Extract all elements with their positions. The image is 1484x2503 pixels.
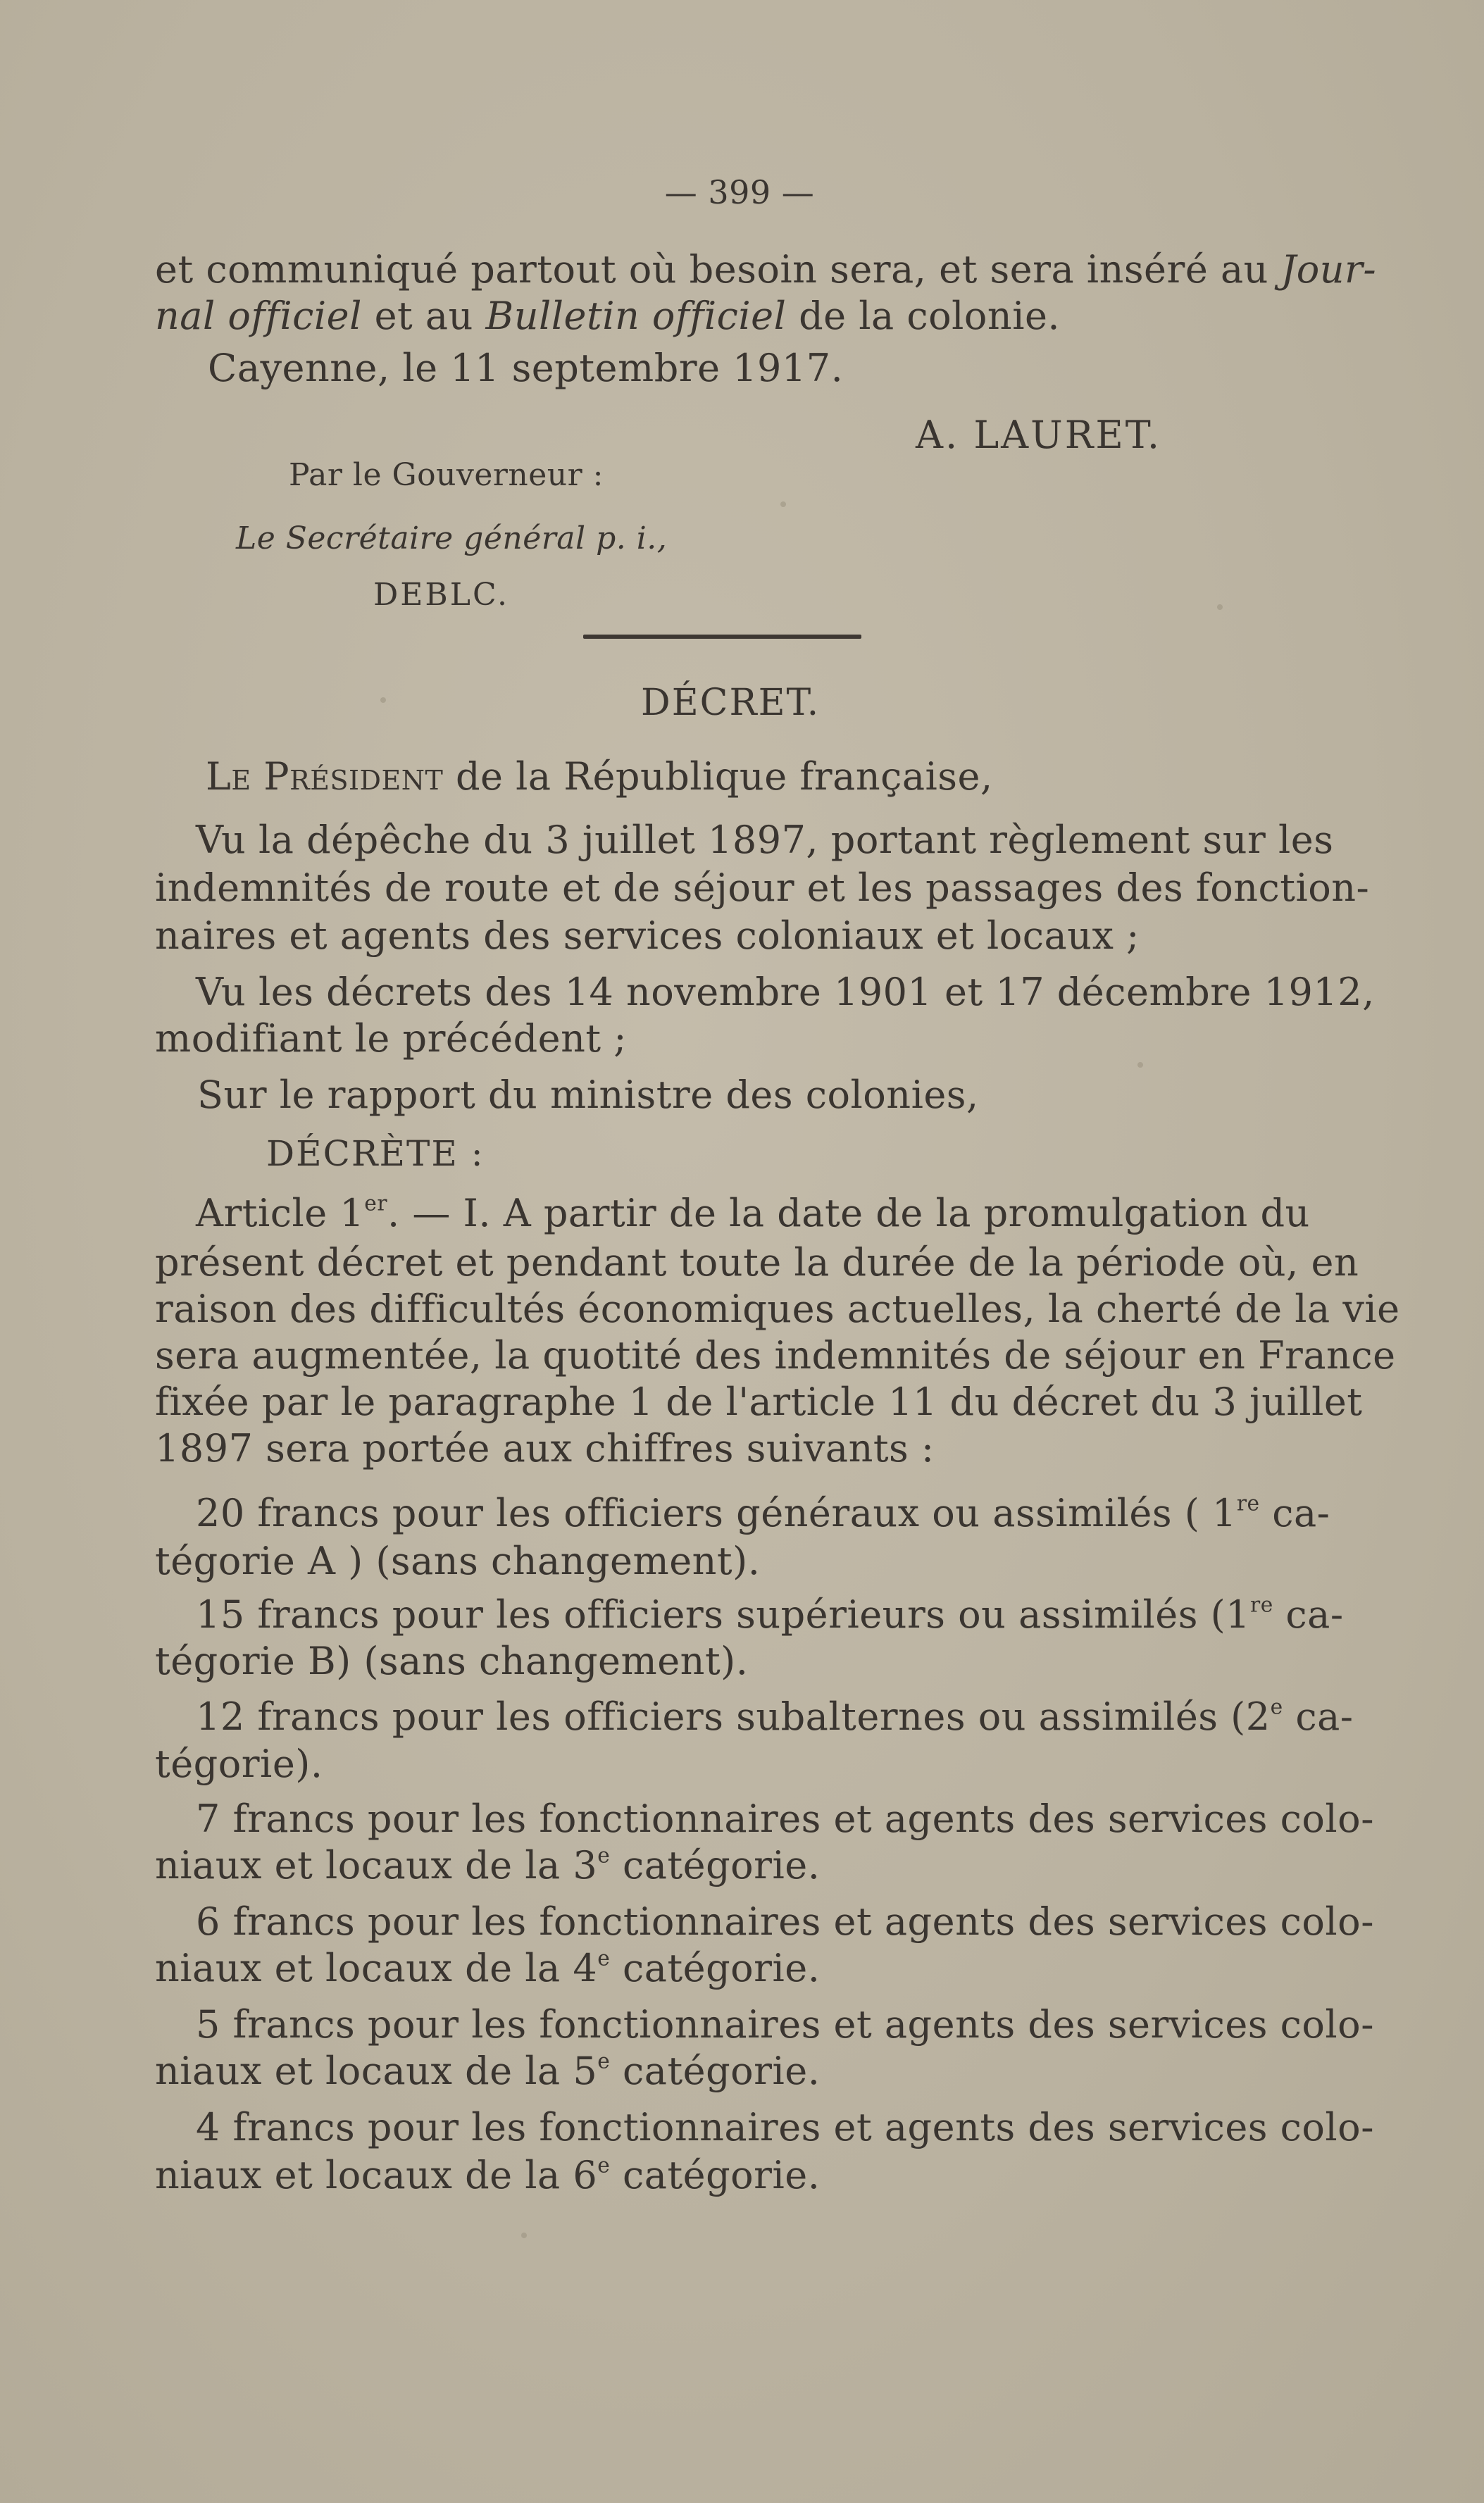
text-segment: niaux et locaux de la 3 (155, 1843, 598, 1887)
text-line (155, 1842, 820, 1889)
text-segment: de la République française, (443, 754, 993, 799)
text-line (196, 1190, 1310, 1237)
text-line (196, 1490, 1330, 1537)
text-line: 7 francs pour les fonctionnaires et agents des services colo- (196, 1797, 1374, 1841)
paper-speck (380, 697, 386, 703)
text-line: naires et agents des services coloniaux et locaux ; (155, 913, 1140, 958)
separator-rule (583, 635, 861, 639)
text-line: modifiant le précédent ; (155, 1016, 627, 1061)
decrete-heading: DÉCRÈTE : (266, 1133, 485, 1174)
text-segment: niaux et locaux de la 5 (155, 2049, 598, 2093)
superscript: e (597, 1946, 611, 1971)
text-line (155, 293, 1060, 339)
text-line: présent décret et pendant toute la durée de la période où, en (155, 1240, 1359, 1285)
text-line (196, 1592, 1344, 1638)
text-line (155, 2152, 820, 2199)
italic-segment: Bulletin officiel (485, 294, 787, 338)
text-segment: catégorie. (610, 2049, 821, 2093)
text-line (196, 1694, 1354, 1740)
paper-speck (1137, 1062, 1143, 1068)
text-segment: catégorie. (610, 1843, 821, 1887)
italic-segment: Jour- (1280, 247, 1377, 292)
text-line: Sur le rapport du ministre des colonies, (197, 1073, 979, 1117)
text-line: tégorie A ) (sans changement). (155, 1539, 761, 1583)
text-line (155, 1945, 820, 1992)
text-segment: et au (361, 294, 486, 338)
paper-speck (780, 501, 786, 507)
decree-title: DÉCRET. (641, 682, 821, 724)
par-le-gouverneur: Par le Gouverneur : (289, 457, 604, 493)
superscript: e (597, 2153, 611, 2178)
text-line: Vu les décrets des 14 novembre 1901 et 17 décembre 1912, (196, 970, 1375, 1014)
secretary-signature: DEBLC. (373, 577, 510, 613)
text-line: sera augmentée, la quotité des indemnités de séjour en France (155, 1333, 1396, 1378)
text-line: tégorie B) (sans changement). (155, 1639, 749, 1683)
italic-segment: nal officiel (155, 294, 362, 338)
text-line: 6 francs pour les fonctionnaires et agents des services colo- (196, 1899, 1374, 1944)
superscript: re (1236, 1491, 1260, 1516)
text-segment: catégorie. (610, 2153, 821, 2197)
text-line: raison des difficultés économiques actuelles, la cherté de la vie (155, 1287, 1400, 1331)
text-line (155, 246, 1377, 293)
secretaire-general: Le Secrétaire général p. i., (236, 520, 668, 556)
text-segment: 12 francs pour les officiers subalternes ou assimilés (2 (196, 1694, 1271, 1739)
superscript: e (597, 2049, 611, 2074)
text-segment: ca- (1259, 1491, 1330, 1535)
paper-speck (521, 2233, 527, 2238)
text-segment: . — I. A partir de la date de la promulgation du (387, 1191, 1310, 1235)
text-segment: ca- (1283, 1694, 1354, 1739)
paper-speck (1217, 604, 1223, 610)
text-segment: ca- (1273, 1592, 1344, 1637)
president-label: Le Président (206, 754, 444, 799)
text-segment: Article 1 (196, 1191, 365, 1235)
text-line: indemnités de route et de séjour et les passages des fonction- (155, 866, 1370, 910)
text-line (155, 2048, 820, 2095)
text-line: Vu la dépêche du 3 juillet 1897, portant règlement sur les (196, 818, 1334, 862)
superscript: e (597, 1843, 611, 1868)
superscript: er (364, 1191, 388, 1216)
text-line: 4 francs pour les fonctionnaires et agents des services colo- (196, 2105, 1374, 2149)
text-segment: catégorie. (610, 1946, 821, 1990)
superscript: e (1270, 1694, 1283, 1720)
page-number: — 399 — (664, 173, 815, 211)
text-line (206, 754, 993, 800)
superscript: re (1250, 1592, 1273, 1618)
text-segment: niaux et locaux de la 6 (155, 2153, 598, 2197)
text-segment: niaux et locaux de la 4 (155, 1946, 598, 1990)
text-segment: 20 francs pour les officiers généraux ou assimilés ( 1 (196, 1491, 1237, 1535)
place-date-line: Cayenne, le 11 septembre 1917. (208, 346, 844, 390)
text-line: 5 francs pour les fonctionnaires et agents des services colo- (196, 2002, 1374, 2047)
signature: A. LAURET. (916, 413, 1162, 457)
text-line: tégorie). (155, 1742, 323, 1786)
text-line: fixée par le paragraphe 1 de l'article 11 du décret du 3 juillet (155, 1380, 1363, 1424)
text-segment: de la colonie. (786, 294, 1061, 338)
text-segment: et communiqué partout où besoin sera, et sera inséré au (155, 247, 1281, 292)
text-line: 1897 sera portée aux chiffres suivants : (155, 1426, 935, 1471)
text-segment: 15 francs pour les officiers supérieurs ou assimilés (1 (196, 1592, 1250, 1637)
